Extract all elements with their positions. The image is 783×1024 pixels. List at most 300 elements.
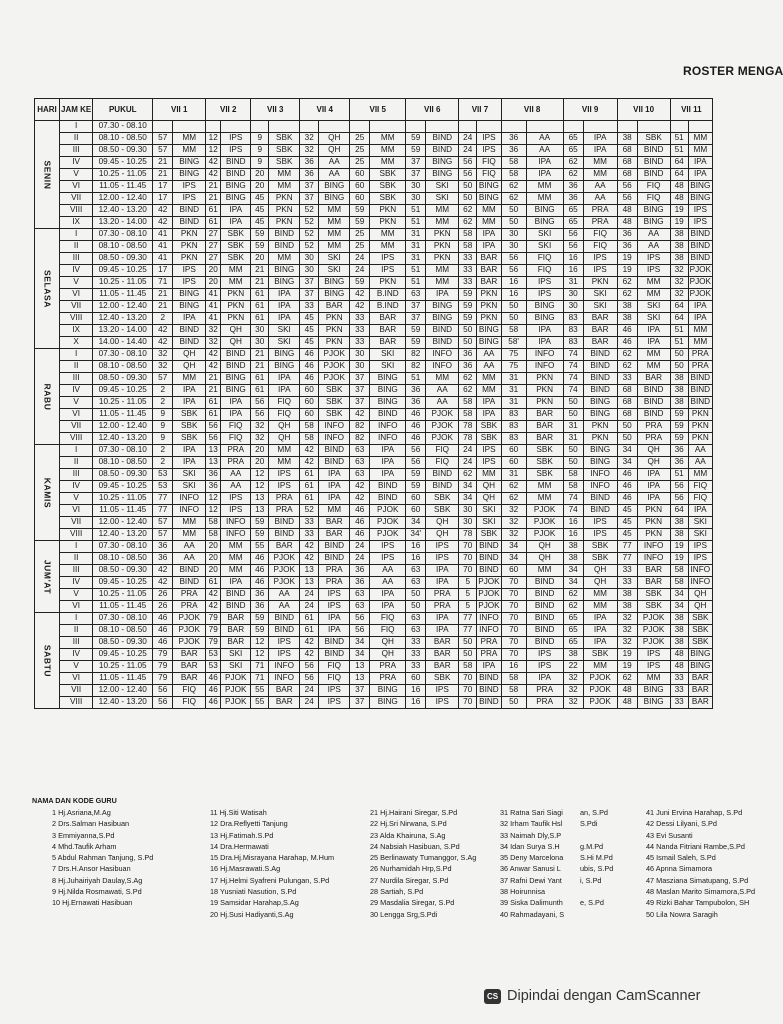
subject-cell: BIND bbox=[477, 565, 501, 577]
subject-cell: BIND bbox=[526, 637, 563, 649]
time-cell: 12.40 - 13.20 bbox=[93, 529, 153, 541]
period-cell: II bbox=[60, 457, 93, 469]
teacher-entry: 21 Hj.Hairani Siregar, S.Pd bbox=[370, 808, 458, 817]
teacher-code-cell: 61 bbox=[251, 313, 269, 325]
teacher-code-cell: 36 bbox=[501, 145, 526, 157]
subject-cell: IPS bbox=[526, 661, 563, 673]
subject-cell: MM bbox=[319, 217, 350, 229]
teacher-code-cell: 9 bbox=[251, 157, 269, 169]
subject-cell: MM bbox=[370, 229, 406, 241]
subject-cell: AA bbox=[319, 169, 350, 181]
subject-cell: PKN bbox=[173, 241, 206, 253]
subject-cell: PJOK bbox=[319, 373, 350, 385]
teacher-code-cell: 56 bbox=[563, 229, 583, 241]
teacher-code-cell: 27 bbox=[206, 253, 221, 265]
subject-cell: IPS bbox=[583, 529, 617, 541]
subject-cell: PJOK bbox=[477, 577, 501, 589]
table-row bbox=[35, 529, 713, 541]
teacher-code-cell: 16 bbox=[406, 553, 426, 565]
teacher-code-cell: 56 bbox=[251, 397, 269, 409]
subject-cell: INFO bbox=[173, 505, 206, 517]
teacher-code-cell: 61 bbox=[251, 289, 269, 301]
roster-table bbox=[34, 98, 713, 709]
subject-cell: SBK bbox=[370, 193, 406, 205]
subject-cell: BAR bbox=[370, 325, 406, 337]
teacher-code-cell: 61 bbox=[300, 469, 319, 481]
teacher-code-cell: 25 bbox=[350, 157, 370, 169]
subject-cell bbox=[688, 121, 712, 133]
teacher-code-cell: 21 bbox=[206, 385, 221, 397]
teacher-code-cell: 70 bbox=[501, 625, 526, 637]
teacher-code-cell: 38 bbox=[563, 649, 583, 661]
teacher-entry: 7 Drs.H.Ansor Hasibuan bbox=[52, 864, 131, 874]
teacher-code-cell: 70 bbox=[501, 577, 526, 589]
teacher-code-cell bbox=[350, 121, 370, 133]
period-cell: IV bbox=[60, 577, 93, 589]
subject-cell: MM bbox=[319, 229, 350, 241]
teacher-code-cell: 50 bbox=[459, 325, 477, 337]
teacher-code-cell: 56 bbox=[153, 685, 173, 697]
teacher-code-cell: 20 bbox=[206, 277, 221, 289]
subject-cell: IPS bbox=[526, 649, 563, 661]
teacher-code-cell: 25 bbox=[350, 133, 370, 145]
teacher-code-cell: 30 bbox=[406, 181, 426, 193]
teacher-code-cell: 20 bbox=[206, 265, 221, 277]
teacher-entry: 46 Apnna Simamora bbox=[646, 864, 713, 874]
subject-cell: BAR bbox=[269, 541, 300, 553]
teacher-code-cell: 37 bbox=[300, 277, 319, 289]
table-row bbox=[35, 433, 713, 445]
subject-cell: IPA bbox=[637, 337, 670, 349]
subject-cell: AA bbox=[637, 229, 670, 241]
subject-cell: MM bbox=[637, 277, 670, 289]
teacher-code-cell: 45 bbox=[251, 205, 269, 217]
subject-cell: IPS bbox=[688, 205, 712, 217]
subject-cell: BING bbox=[688, 181, 712, 193]
teacher-code-cell: 60 bbox=[406, 493, 426, 505]
teacher-code-cell: 62 bbox=[617, 349, 637, 361]
teacher-code-cell: 70 bbox=[459, 685, 477, 697]
teacher-code-cell: 63 bbox=[350, 589, 370, 601]
subject-cell: IPS bbox=[319, 589, 350, 601]
subject-cell: IPS bbox=[269, 469, 300, 481]
teacher-code-cell: 60 bbox=[501, 445, 526, 457]
teacher-code-cell: 58 bbox=[459, 409, 477, 421]
teacher-entry: 10 Hj.Ernawati Hasibuan bbox=[52, 898, 133, 908]
teacher-code-cell: 24 bbox=[459, 133, 477, 145]
subject-cell: BIND bbox=[583, 385, 617, 397]
teacher-code-cell: 38 bbox=[563, 541, 583, 553]
teacher-code-cell: 38 bbox=[617, 313, 637, 325]
period-cell: II bbox=[60, 241, 93, 253]
subject-cell: IPA bbox=[583, 145, 617, 157]
period-cell: IV bbox=[60, 157, 93, 169]
subject-cell: BING bbox=[426, 157, 459, 169]
teacher-entry: S.Pdi bbox=[580, 819, 598, 829]
teacher-code-cell: 13 bbox=[251, 493, 269, 505]
subject-cell: PRA bbox=[269, 493, 300, 505]
teacher-code-cell: 19 bbox=[617, 265, 637, 277]
subject-cell: MM bbox=[477, 217, 501, 229]
subject-cell: BING bbox=[370, 685, 406, 697]
teacher-code-cell: 37 bbox=[300, 289, 319, 301]
subject-cell: SBK bbox=[269, 133, 300, 145]
teacher-code-cell: 70 bbox=[459, 697, 477, 709]
time-cell: 08.10 - 08.50 bbox=[93, 361, 153, 373]
teacher-code-cell: 71 bbox=[153, 277, 173, 289]
subject-cell: AA bbox=[173, 541, 206, 553]
teacher-code-cell: 21 bbox=[153, 169, 173, 181]
teacher-code-cell: 77 bbox=[459, 613, 477, 625]
subject-cell: IPA bbox=[426, 289, 459, 301]
subject-cell: SKI bbox=[688, 517, 712, 529]
teacher-code-cell: 59 bbox=[459, 313, 477, 325]
table-row bbox=[35, 565, 713, 577]
subject-cell: BAR bbox=[269, 685, 300, 697]
subject-cell: IPS bbox=[583, 265, 617, 277]
teacher-code-cell: 16 bbox=[501, 289, 526, 301]
table-row bbox=[35, 301, 713, 313]
day-label: SABTU bbox=[42, 644, 53, 677]
subject-cell: PKN bbox=[173, 229, 206, 241]
teacher-code-cell: 16 bbox=[563, 517, 583, 529]
subject-cell: MM bbox=[526, 493, 563, 505]
period-cell: VII bbox=[60, 421, 93, 433]
subject-cell bbox=[173, 121, 206, 133]
subject-cell: IPS bbox=[688, 553, 712, 565]
subject-cell: SBK bbox=[688, 613, 712, 625]
column-header: VII 9 bbox=[563, 99, 617, 121]
subject-cell: PJOK bbox=[583, 673, 617, 685]
teacher-code-cell bbox=[563, 121, 583, 133]
teacher-code-cell: 63 bbox=[350, 601, 370, 613]
subject-cell: QH bbox=[370, 649, 406, 661]
subject-cell: FIQ bbox=[269, 409, 300, 421]
teacher-code-cell: 34' bbox=[406, 529, 426, 541]
teacher-code-cell: 52 bbox=[300, 241, 319, 253]
teacher-code-cell: 32 bbox=[670, 289, 688, 301]
teacher-code-cell: 36 bbox=[459, 361, 477, 373]
teacher-code-cell: 32 bbox=[251, 421, 269, 433]
time-cell: 10.25 - 11.05 bbox=[93, 277, 153, 289]
teacher-code-cell: 74 bbox=[563, 505, 583, 517]
teacher-code-cell: 50 bbox=[459, 193, 477, 205]
column-header: JAM KE bbox=[60, 99, 93, 121]
teacher-entry: 40 Rahmadayani, S bbox=[500, 909, 565, 919]
teacher-code-cell: 16 bbox=[501, 277, 526, 289]
subject-cell: PJOK bbox=[426, 409, 459, 421]
teacher-code-cell: 36 bbox=[206, 469, 221, 481]
teacher-code-cell: 70 bbox=[501, 637, 526, 649]
subject-cell: IPA bbox=[269, 301, 300, 313]
subject-cell: PKN bbox=[269, 217, 300, 229]
table-row bbox=[35, 409, 713, 421]
subject-cell: FIQ bbox=[269, 397, 300, 409]
subject-cell: IPA bbox=[526, 325, 563, 337]
subject-cell: IPS bbox=[426, 541, 459, 553]
subject-cell: IPS bbox=[637, 661, 670, 673]
time-cell: 08.10 - 08.50 bbox=[93, 625, 153, 637]
day-cell bbox=[35, 445, 60, 541]
teacher-code-cell: 55 bbox=[251, 697, 269, 709]
teacher-code-cell: 59 bbox=[670, 409, 688, 421]
time-cell: 11.05 - 11.45 bbox=[93, 409, 153, 421]
teacher-entry: 38 Hoirunnisa bbox=[500, 887, 546, 897]
subject-cell: MM bbox=[221, 553, 251, 565]
period-cell: VI bbox=[60, 673, 93, 685]
teacher-code-cell: 55 bbox=[251, 685, 269, 697]
teacher-code-cell: 42 bbox=[206, 349, 221, 361]
teacher-code-cell bbox=[153, 121, 173, 133]
period-cell: IV bbox=[60, 265, 93, 277]
teacher-code-cell: 34 bbox=[617, 445, 637, 457]
teacher-code-cell: 52 bbox=[300, 229, 319, 241]
subject-cell: QH bbox=[477, 493, 501, 505]
teacher-code-cell: 9 bbox=[251, 133, 269, 145]
teacher-code-cell: 46 bbox=[617, 481, 637, 493]
time-cell: 08.10 - 08.50 bbox=[93, 553, 153, 565]
subject-cell: BIND bbox=[221, 589, 251, 601]
subject-cell: PRA bbox=[477, 649, 501, 661]
subject-cell: BING bbox=[583, 445, 617, 457]
teacher-code-cell: 32 bbox=[617, 625, 637, 637]
teacher-code-cell: 37 bbox=[300, 193, 319, 205]
subject-cell: IPS bbox=[426, 685, 459, 697]
teacher-code-cell: 65 bbox=[563, 217, 583, 229]
day-label: SELASA bbox=[42, 269, 53, 308]
subject-cell: BIND bbox=[637, 157, 670, 169]
teacher-code-cell: 57 bbox=[153, 373, 173, 385]
teacher-entry: 42 Dessi Lilyani, S.Pd bbox=[646, 819, 717, 829]
subject-cell: FIQ bbox=[477, 169, 501, 181]
teacher-code-cell: 36 bbox=[300, 157, 319, 169]
subject-cell: PJOK bbox=[269, 553, 300, 565]
teacher-column bbox=[500, 808, 564, 921]
teacher-code-cell: 62 bbox=[617, 289, 637, 301]
teacher-code-cell: 65 bbox=[563, 613, 583, 625]
subject-cell: QH bbox=[319, 133, 350, 145]
subject-cell: BIND bbox=[637, 169, 670, 181]
teacher-code-cell: 42 bbox=[153, 325, 173, 337]
subject-cell: BING bbox=[637, 217, 670, 229]
column-header: VII 6 bbox=[406, 99, 459, 121]
teacher-code-cell: 31 bbox=[406, 241, 426, 253]
teacher-code-cell: 83 bbox=[501, 421, 526, 433]
teacher-entry: 25 Berlinawaty Tumanggor, S.Ag bbox=[370, 853, 477, 863]
subject-cell: MM bbox=[477, 469, 501, 481]
subject-cell: BING bbox=[688, 193, 712, 205]
teacher-code-cell: 30 bbox=[251, 337, 269, 349]
period-cell: IV bbox=[60, 649, 93, 661]
teacher-code-cell: 79 bbox=[206, 625, 221, 637]
teacher-code-cell: 57 bbox=[153, 133, 173, 145]
teacher-code-cell: 36 bbox=[206, 481, 221, 493]
teacher-code-cell: 42 bbox=[350, 481, 370, 493]
subject-cell: BIND bbox=[526, 613, 563, 625]
subject-cell: PJOK bbox=[637, 613, 670, 625]
teacher-code-cell: 24 bbox=[350, 553, 370, 565]
teacher-code-cell: 36 bbox=[459, 349, 477, 361]
teacher-code-cell: 46 bbox=[300, 361, 319, 373]
teacher-code-cell: 27 bbox=[206, 229, 221, 241]
time-cell: 08.10 - 08.50 bbox=[93, 457, 153, 469]
teacher-code-cell: 50 bbox=[617, 433, 637, 445]
teacher-code-cell: 60 bbox=[300, 409, 319, 421]
teacher-code-cell: 56 bbox=[251, 409, 269, 421]
period-cell: IX bbox=[60, 325, 93, 337]
teacher-code-cell: 61 bbox=[206, 409, 221, 421]
subject-cell: IPS bbox=[370, 265, 406, 277]
teacher-code-cell: 41 bbox=[206, 313, 221, 325]
teacher-code-cell: 82 bbox=[350, 421, 370, 433]
subject-cell: PJOK bbox=[173, 613, 206, 625]
subject-cell: PRA bbox=[370, 661, 406, 673]
day-cell bbox=[35, 121, 60, 229]
teacher-code-cell: 19 bbox=[670, 205, 688, 217]
subject-cell: IPS bbox=[637, 253, 670, 265]
teacher-code-cell: 59 bbox=[251, 241, 269, 253]
teacher-column bbox=[210, 808, 334, 921]
time-cell: 08.50 - 09.30 bbox=[93, 469, 153, 481]
teacher-code-cell: 62 bbox=[563, 169, 583, 181]
teacher-code-cell: 62 bbox=[501, 181, 526, 193]
teacher-code-cell: 36 bbox=[350, 577, 370, 589]
teacher-code-cell: 70 bbox=[459, 553, 477, 565]
subject-cell: SKI bbox=[526, 229, 563, 241]
teacher-code-cell: 45 bbox=[617, 517, 637, 529]
teacher-code-cell: 79 bbox=[206, 637, 221, 649]
teacher-code-cell: 36 bbox=[563, 193, 583, 205]
teacher-code-cell: 5 bbox=[459, 589, 477, 601]
teacher-code-cell: 42 bbox=[153, 217, 173, 229]
column-header: VII 10 bbox=[617, 99, 670, 121]
subject-cell: BAR bbox=[688, 697, 712, 709]
subject-cell: BIND bbox=[221, 169, 251, 181]
table-row bbox=[35, 661, 713, 673]
teacher-code-cell: 32 bbox=[206, 325, 221, 337]
teacher-code-cell: 34 bbox=[670, 601, 688, 613]
table-row bbox=[35, 289, 713, 301]
period-cell: I bbox=[60, 349, 93, 361]
subject-cell: SBK bbox=[583, 541, 617, 553]
teacher-code-cell: 53 bbox=[206, 661, 221, 673]
subject-cell: BIND bbox=[173, 565, 206, 577]
teacher-code-cell: 42 bbox=[206, 157, 221, 169]
subject-cell: PRA bbox=[526, 697, 563, 709]
teacher-code-cell: 61 bbox=[206, 397, 221, 409]
teacher-code-cell: 33 bbox=[350, 325, 370, 337]
time-cell: 08.10 - 08.50 bbox=[93, 133, 153, 145]
table-row bbox=[35, 445, 713, 457]
day-label: RABU bbox=[42, 383, 53, 410]
table-row bbox=[35, 469, 713, 481]
subject-cell: BIND bbox=[526, 625, 563, 637]
subject-cell: SBK bbox=[221, 241, 251, 253]
subject-cell: BING bbox=[221, 373, 251, 385]
table-row bbox=[35, 637, 713, 649]
subject-cell: MM bbox=[269, 253, 300, 265]
teacher-code-cell: 51 bbox=[670, 325, 688, 337]
teacher-entry: 5 Abdul Rahman Tanjung, S.Pd bbox=[52, 853, 154, 863]
subject-cell: IPA bbox=[269, 373, 300, 385]
subject-cell: INFO bbox=[477, 625, 501, 637]
time-cell: 10.25 - 11.05 bbox=[93, 397, 153, 409]
teacher-code-cell: 51 bbox=[670, 133, 688, 145]
teacher-code-cell: 57 bbox=[153, 145, 173, 157]
subject-cell: FIQ bbox=[477, 157, 501, 169]
teacher-entry: e, S.Pd bbox=[580, 898, 604, 908]
teacher-code-cell: 16 bbox=[501, 661, 526, 673]
table-row bbox=[35, 193, 713, 205]
subject-cell: BING bbox=[526, 313, 563, 325]
subject-cell: BIND bbox=[477, 697, 501, 709]
teacher-code-cell: 33 bbox=[617, 565, 637, 577]
teacher-code-cell: 70 bbox=[501, 589, 526, 601]
teacher-code-cell: 62 bbox=[617, 277, 637, 289]
table-row bbox=[35, 121, 713, 133]
teacher-code-cell: 31 bbox=[563, 433, 583, 445]
subject-cell: MM bbox=[637, 361, 670, 373]
teacher-code-cell: 12 bbox=[206, 493, 221, 505]
teacher-code-cell: 68 bbox=[617, 157, 637, 169]
subject-cell: SBK bbox=[319, 409, 350, 421]
teacher-code-cell: 57 bbox=[153, 517, 173, 529]
teacher-code-cell: 60 bbox=[300, 397, 319, 409]
teacher-code-cell: 59 bbox=[251, 529, 269, 541]
teacher-code-cell: 33 bbox=[670, 685, 688, 697]
subject-cell: PRA bbox=[269, 505, 300, 517]
teacher-code-cell: 36 bbox=[563, 181, 583, 193]
subject-cell: PJOK bbox=[426, 421, 459, 433]
time-cell: 07.30 - 08.10 bbox=[93, 229, 153, 241]
teacher-entry: 2 Drs.Salman Hasibuan bbox=[52, 819, 130, 829]
subject-cell: BAR bbox=[370, 337, 406, 349]
table-row bbox=[35, 265, 713, 277]
teacher-code-cell: 34 bbox=[350, 649, 370, 661]
teacher-code-cell: 56 bbox=[350, 625, 370, 637]
subject-cell: PKN bbox=[221, 313, 251, 325]
teacher-code-cell: 20 bbox=[206, 565, 221, 577]
period-cell: VII bbox=[60, 301, 93, 313]
subject-cell: BIND bbox=[688, 229, 712, 241]
subject-cell: SBK bbox=[637, 589, 670, 601]
column-header: VII 11 bbox=[670, 99, 712, 121]
time-cell: 10.25 - 11.05 bbox=[93, 589, 153, 601]
teacher-code-cell: 75 bbox=[501, 361, 526, 373]
teacher-code-cell: 9 bbox=[153, 433, 173, 445]
subject-cell: PKN bbox=[319, 325, 350, 337]
subject-cell: BAR bbox=[688, 685, 712, 697]
time-cell: 11.05 - 11.45 bbox=[93, 289, 153, 301]
teacher-code-cell: 60 bbox=[350, 193, 370, 205]
subject-cell: BAR bbox=[173, 649, 206, 661]
teacher-code-cell: 13 bbox=[350, 673, 370, 685]
teacher-code-cell: 45 bbox=[300, 313, 319, 325]
teacher-entry: 15 Dra.Hj.Misrayana Harahap, M.Hum bbox=[210, 853, 335, 863]
subject-cell: IPS bbox=[319, 601, 350, 613]
subject-cell: AA bbox=[221, 469, 251, 481]
teacher-code-cell: 17 bbox=[153, 265, 173, 277]
teacher-code-cell: 24 bbox=[300, 589, 319, 601]
teacher-code-cell: 24 bbox=[459, 457, 477, 469]
period-cell: V bbox=[60, 397, 93, 409]
teacher-code-cell: 21 bbox=[153, 301, 173, 313]
teacher-code-cell: 32 bbox=[563, 697, 583, 709]
teacher-code-cell: 13 bbox=[300, 565, 319, 577]
subject-cell: BIND bbox=[637, 397, 670, 409]
teacher-code-cell: 42 bbox=[350, 289, 370, 301]
teacher-code-cell: 32 bbox=[251, 433, 269, 445]
